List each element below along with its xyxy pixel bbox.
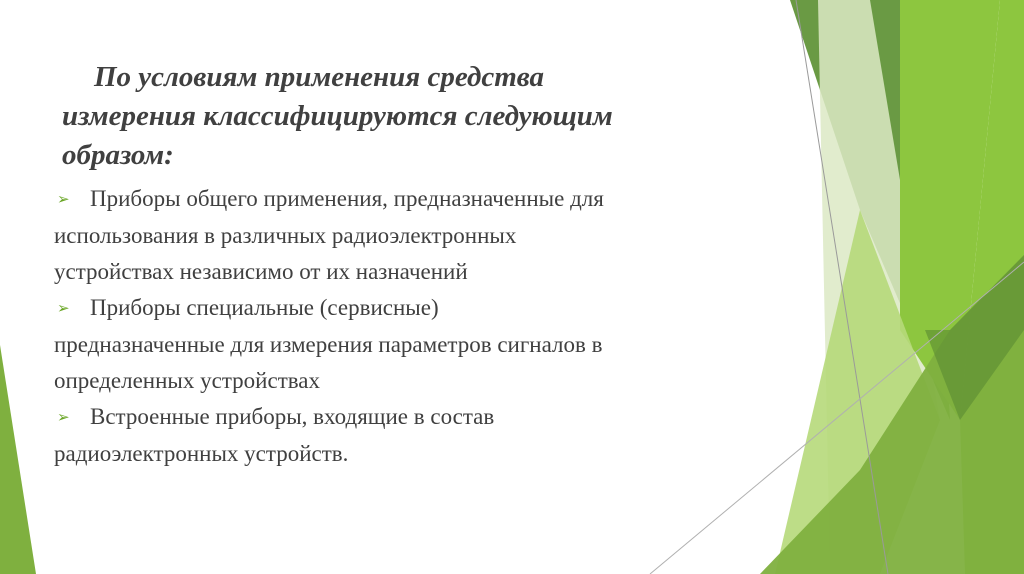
bullet-line: использования в различных радиоэлектронных — [54, 223, 517, 248]
bullet-line — [54, 181, 784, 218]
bullet-text: Приборы общего применения, предназначенные для — [90, 186, 604, 211]
heading-line: По условиям применения средства — [94, 61, 545, 93]
bullet-line — [54, 399, 784, 436]
bullet-line: предназначенные для измерения параметров сигналов в — [54, 332, 603, 357]
heading-line: образом: — [62, 139, 174, 171]
arrowhead-bullet-icon: ➢ — [57, 301, 70, 317]
bullet-list — [54, 181, 784, 472]
bullet-item — [54, 399, 784, 472]
arrowhead-bullet-icon: ➢ — [57, 192, 70, 208]
left-green-strip — [0, 345, 36, 574]
heading-line: измерения классифицируются следующим — [62, 100, 613, 132]
arrowhead-bullet-icon: ➢ — [57, 410, 70, 426]
bullet-text: Встроенные приборы, входящие в состав — [90, 404, 495, 429]
bullet-line: радиоэлектронных устройств. — [54, 441, 349, 466]
slide-content — [54, 58, 784, 472]
bullet-text: Приборы специальные (сервисные) — [90, 295, 439, 320]
bullet-item — [54, 181, 784, 290]
bullet-line: определенных устройствах — [54, 368, 321, 393]
slide-heading — [54, 58, 784, 175]
bullet-line: устройствах независимо от их назначений — [54, 259, 468, 284]
bullet-item — [54, 290, 784, 399]
bullet-line — [54, 290, 784, 327]
